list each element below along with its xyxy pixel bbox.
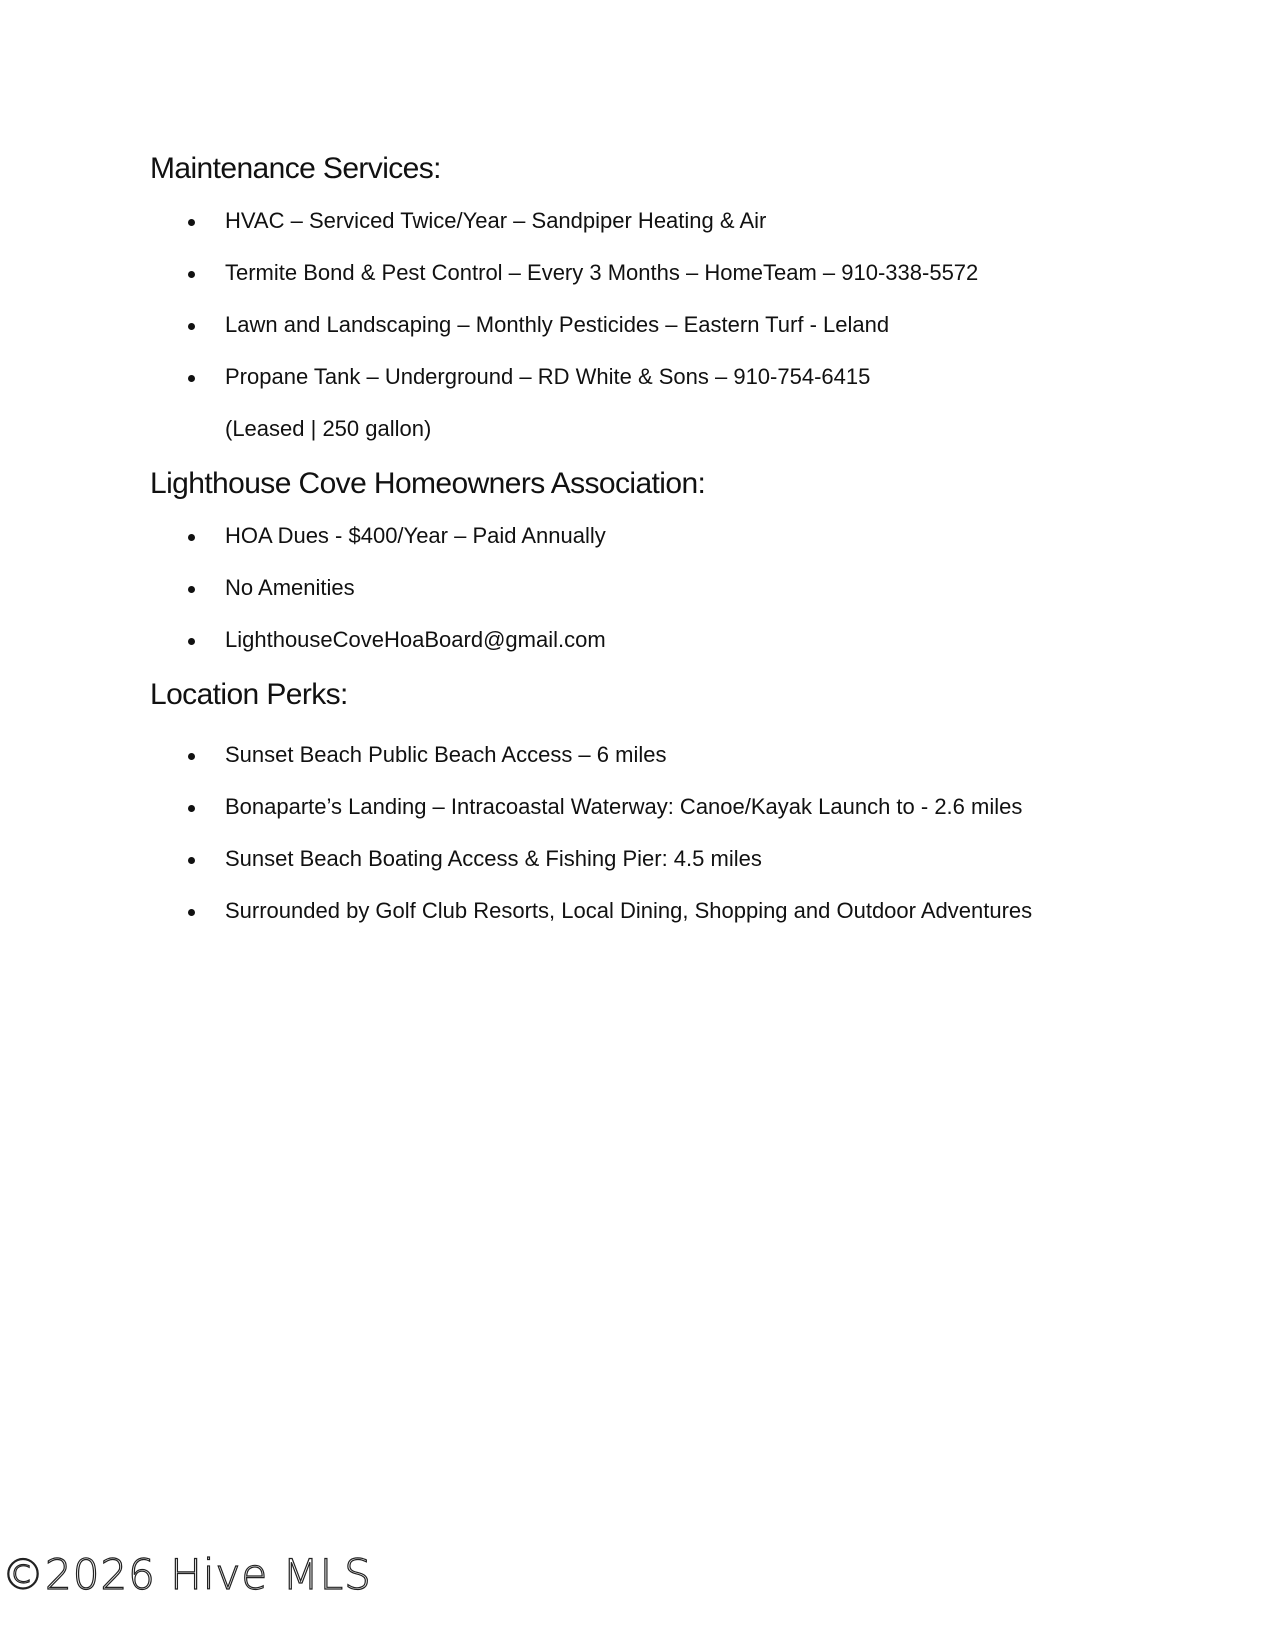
bullet-icon [188, 219, 195, 226]
list-item-text: Lawn and Landscaping – Monthly Pesticides – Eastern Turf - Leland [225, 312, 890, 337]
location-perks-heading: Location Perks: [150, 678, 348, 711]
list-item-text: LighthouseCoveHoaBoard@gmail.com [225, 627, 606, 652]
bullet-icon [188, 323, 195, 330]
list-item-text: HVAC – Serviced Twice/Year – Sandpiper Heating & Air [225, 208, 767, 233]
bullet-icon [188, 271, 195, 278]
list-item-text: Bonaparte’s Landing – Intracoastal Waterway: Canoe/Kayak Launch to - 2.6 miles [225, 794, 1023, 819]
list-item-text: Propane Tank – Underground – RD White & Sons – 910-754-6415 [225, 364, 871, 389]
bullet-icon [188, 534, 195, 541]
bullet-icon [188, 586, 195, 593]
hoa-heading: Lighthouse Cove Homeowners Association: [150, 467, 706, 500]
maintenance-heading: Maintenance Services: [150, 152, 441, 185]
bullet-icon [188, 638, 195, 645]
list-item-text: Sunset Beach Public Beach Access – 6 miles [225, 742, 667, 767]
list-item-text: No Amenities [225, 575, 355, 600]
bullet-icon [188, 805, 195, 812]
list-item-text: HOA Dues - $400/Year – Paid Annually [225, 523, 606, 548]
bullet-icon [188, 753, 195, 760]
list-item-text: Termite Bond & Pest Control – Every 3 Months – HomeTeam – 910-338-5572 [225, 260, 979, 285]
bullet-icon [188, 375, 195, 382]
bullet-icon [188, 909, 195, 916]
bullet-icon [188, 857, 195, 864]
list-item-text: Sunset Beach Boating Access & Fishing Pier: 4.5 miles [225, 846, 762, 871]
list-item-text: Surrounded by Golf Club Resorts, Local Dining, Shopping and Outdoor Adventures [225, 898, 1033, 923]
propane-tank-note: (Leased | 250 gallon) [225, 416, 432, 441]
mls-watermark: ©2026 Hive MLS [2, 1550, 372, 1599]
